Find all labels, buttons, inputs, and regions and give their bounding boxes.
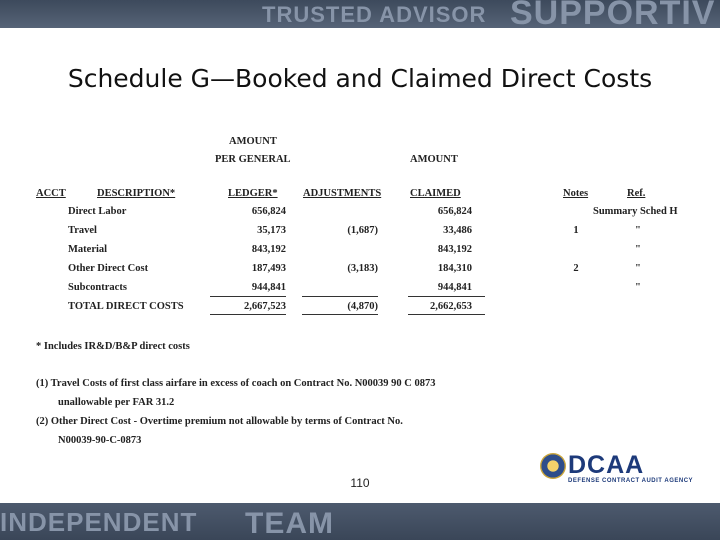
col-adjustments: ADJUSTMENTS: [303, 188, 382, 199]
row-ledger: 843,192: [251, 244, 286, 255]
banner-text-team: TEAM: [245, 507, 334, 540]
row-notes: 1: [573, 225, 579, 236]
row-ledger: 656,824: [251, 206, 286, 217]
row-ref: Summary Sched H: [593, 206, 678, 217]
top-banner: [0, 0, 720, 28]
col-ledger: LEDGER*: [228, 188, 278, 199]
col-acct: ACCT: [36, 188, 66, 199]
row-adjustments: (3,183): [347, 263, 378, 274]
row-adjustments: (1,687): [347, 225, 378, 236]
footnote-includes: * Includes IR&D/B&P direct costs: [36, 341, 190, 352]
total-rule-adjustments: [302, 314, 378, 315]
row-claimed: 656,824: [437, 206, 472, 217]
page-title: Schedule G—Booked and Claimed Direct Costs: [67, 64, 653, 93]
row-description: Material: [68, 244, 108, 255]
page-number: 110: [350, 476, 370, 490]
subtotal-rule-ledger: [210, 296, 286, 297]
col-claimed: CLAIMED: [410, 188, 461, 199]
footnote-1-line-1: (1) Travel Costs of first class airfare in excess of coach on Contract No. N00039 90 C 0873: [36, 378, 436, 389]
row-claimed: 843,192: [437, 244, 472, 255]
row-ref: ": [635, 225, 641, 236]
footnote-2-line-1: (2) Other Direct Cost - Overtime premium not allowable by terms of Contract No.: [36, 416, 403, 427]
row-ref: ": [635, 282, 641, 293]
banner-text-trusted-advisor: TRUSTED ADVISOR: [262, 2, 487, 27]
header-per-general: PER GENERAL: [215, 154, 291, 165]
footnote-1-line-2: unallowable per FAR 31.2: [58, 397, 175, 408]
row-ledger: 944,841: [251, 282, 286, 293]
banner-text-independent: INDEPENDENT: [0, 507, 198, 537]
row-ref: ": [635, 244, 641, 255]
col-ref: Ref.: [627, 188, 646, 199]
total-adjustments: (4,870): [347, 301, 378, 312]
logo-subtitle: DEFENSE CONTRACT AUDIT AGENCY: [568, 478, 694, 484]
row-ledger: 187,493: [251, 263, 286, 274]
subtotal-rule-adjustments: [302, 296, 378, 297]
row-claimed: 184,310: [437, 263, 472, 274]
total-ledger: 2,667,523: [244, 301, 286, 312]
row-description: Other Direct Cost: [68, 263, 149, 274]
total-rule-ledger: [210, 314, 286, 315]
total-claimed: 2,662,653: [430, 301, 472, 312]
subtotal-rule-claimed: [408, 296, 485, 297]
banner-text-supportive: SUPPORTIV: [510, 0, 716, 28]
row-ref: ": [635, 263, 641, 274]
logo-name: DCAA: [568, 451, 645, 479]
row-notes: 2: [573, 263, 579, 274]
row-description: Travel: [68, 225, 97, 236]
col-description: DESCRIPTION*: [97, 188, 176, 199]
row-ledger: 35,173: [257, 225, 286, 236]
col-notes: Notes: [563, 188, 589, 199]
bottom-banner: [0, 503, 720, 540]
footnote-2-line-2: N00039-90-C-0873: [58, 435, 142, 446]
row-claimed: 944,841: [437, 282, 472, 293]
seal-icon: [540, 453, 566, 479]
header-amount-2: AMOUNT: [410, 154, 458, 165]
total-rule-claimed: [408, 314, 485, 315]
total-description: TOTAL DIRECT COSTS: [68, 301, 184, 312]
row-description: Direct Labor: [68, 206, 127, 217]
row-claimed: 33,486: [443, 225, 472, 236]
header-amount-1: AMOUNT: [229, 136, 277, 147]
row-description: Subcontracts: [68, 282, 127, 293]
